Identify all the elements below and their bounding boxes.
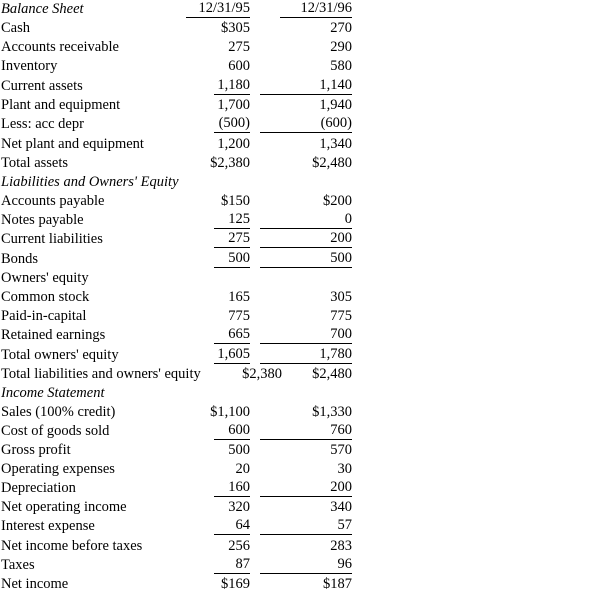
value-1995: 160 xyxy=(214,479,250,497)
table-row xyxy=(0,154,600,173)
section-heading-row xyxy=(0,173,600,192)
row-label: Total assets xyxy=(1,155,69,171)
row-label: Total owners' equity xyxy=(1,347,119,363)
table-row xyxy=(0,422,600,441)
value-1996: $2,480 xyxy=(312,366,352,382)
value-1996: 290 xyxy=(330,39,352,55)
value-1996: 775 xyxy=(330,308,352,324)
table-row xyxy=(0,19,600,38)
row-label: Notes payable xyxy=(1,212,84,228)
table-row xyxy=(0,498,600,517)
table-row xyxy=(0,211,600,230)
table-row xyxy=(0,460,600,479)
value-1995: 1,700 xyxy=(217,97,250,113)
row-label: Net income before taxes xyxy=(1,538,143,554)
value-1995: 275 xyxy=(228,39,250,55)
value-1995: 1,605 xyxy=(214,346,250,364)
row-label: Bonds xyxy=(1,251,39,267)
row-label: Depreciation xyxy=(1,480,76,496)
table-row xyxy=(0,96,600,115)
value-1996: 283 xyxy=(330,538,352,554)
liabilities-heading: Liabilities and Owners' Equity xyxy=(1,174,179,190)
value-1995: 600 xyxy=(214,422,250,440)
row-label: Cost of goods sold xyxy=(1,423,110,439)
section-heading-row xyxy=(0,384,600,403)
value-1995: $2,380 xyxy=(242,366,282,382)
value-1995: $1,100 xyxy=(210,404,250,420)
table-row xyxy=(0,479,600,498)
table-row xyxy=(0,135,600,154)
value-1995: (500) xyxy=(214,115,250,133)
value-1996: 0 xyxy=(260,211,352,229)
value-1995: 165 xyxy=(228,289,250,305)
balance-sheet-heading: Balance Sheet xyxy=(1,1,84,17)
row-label: Accounts payable xyxy=(1,193,105,209)
value-1996: (600) xyxy=(260,115,352,133)
row-label: Gross profit xyxy=(1,442,71,458)
row-label: Current assets xyxy=(1,78,83,94)
value-1995: 64 xyxy=(214,517,250,535)
value-1996: 57 xyxy=(260,517,352,535)
row-label: Taxes xyxy=(1,557,35,573)
row-label: Sales (100% credit) xyxy=(1,404,116,420)
value-1995: 1,200 xyxy=(217,136,250,152)
value-1996: 1,940 xyxy=(319,97,352,113)
value-1996: 270 xyxy=(330,20,352,36)
value-1995: 665 xyxy=(214,326,250,344)
table-row xyxy=(0,556,600,575)
value-1996: 500 xyxy=(260,250,352,268)
row-label: Net income xyxy=(1,576,69,592)
value-1995: $305 xyxy=(221,20,250,36)
table-row xyxy=(0,575,600,594)
value-1995: 775 xyxy=(228,308,250,324)
value-1995: $2,380 xyxy=(210,155,250,171)
row-label: Less: acc depr xyxy=(1,116,84,132)
value-1995: 125 xyxy=(214,211,250,229)
row-label: Operating expenses xyxy=(1,461,115,477)
value-1995: $150 xyxy=(221,193,250,209)
table-row xyxy=(0,307,600,326)
income-statement-heading: Income Statement xyxy=(1,385,105,401)
value-1996: 96 xyxy=(260,556,352,574)
row-label: Inventory xyxy=(1,58,58,74)
value-1996: 340 xyxy=(330,499,352,515)
row-label: Plant and equipment xyxy=(1,97,121,113)
table-row xyxy=(0,192,600,211)
value-1995: 320 xyxy=(228,499,250,515)
row-label: Interest expense xyxy=(1,518,95,534)
value-1995: $169 xyxy=(221,576,250,592)
value-1996: 200 xyxy=(260,479,352,497)
value-1996: $200 xyxy=(323,193,352,209)
column-header-1995: 12/31/95 xyxy=(186,0,250,18)
value-1995: 1,180 xyxy=(214,77,250,95)
value-1995: 600 xyxy=(228,58,250,74)
value-1996: 200 xyxy=(260,230,352,248)
value-1996: $2,480 xyxy=(312,155,352,171)
header-row xyxy=(0,0,600,19)
value-1996: 1,780 xyxy=(260,346,352,364)
value-1995: 500 xyxy=(214,250,250,268)
value-1996: 760 xyxy=(260,422,352,440)
row-label: Current liabilities xyxy=(1,231,103,247)
value-1996: $187 xyxy=(323,576,352,592)
row-label: Common stock xyxy=(1,289,90,305)
value-1996: 30 xyxy=(337,461,352,477)
value-1996: 580 xyxy=(330,58,352,74)
row-label: Net operating income xyxy=(1,499,127,515)
table-row xyxy=(0,365,600,384)
row-label: Net plant and equipment xyxy=(1,136,144,152)
value-1995: 87 xyxy=(214,556,250,574)
row-label: Total liabilities and owners' equity xyxy=(1,366,201,382)
row-label: Owners' equity xyxy=(1,270,89,286)
value-1996: $1,330 xyxy=(312,404,352,420)
row-label: Accounts receivable xyxy=(1,39,119,55)
table-row xyxy=(0,57,600,76)
row-label: Cash xyxy=(1,20,30,36)
table-row xyxy=(0,441,600,460)
value-1996: 570 xyxy=(330,442,352,458)
value-1995: 500 xyxy=(228,442,250,458)
value-1996: 1,140 xyxy=(260,77,352,95)
column-header-1996: 12/31/96 xyxy=(280,0,352,18)
table-row xyxy=(0,269,600,288)
row-label: Paid-in-capital xyxy=(1,308,87,324)
value-1995: 275 xyxy=(214,230,250,248)
table-row xyxy=(0,346,600,365)
table-row xyxy=(0,537,600,556)
value-1996: 700 xyxy=(260,326,352,344)
table-row xyxy=(0,38,600,57)
value-1995: 256 xyxy=(228,538,250,554)
table-row xyxy=(0,77,600,96)
value-1996: 305 xyxy=(330,289,352,305)
table-row xyxy=(0,230,600,249)
table-row xyxy=(0,115,600,134)
table-row xyxy=(0,403,600,422)
row-label: Retained earnings xyxy=(1,327,106,343)
value-1996: 1,340 xyxy=(319,136,352,152)
value-1995: 20 xyxy=(235,461,250,477)
table-row xyxy=(0,326,600,345)
table-row xyxy=(0,250,600,269)
table-row xyxy=(0,288,600,307)
table-row xyxy=(0,517,600,536)
